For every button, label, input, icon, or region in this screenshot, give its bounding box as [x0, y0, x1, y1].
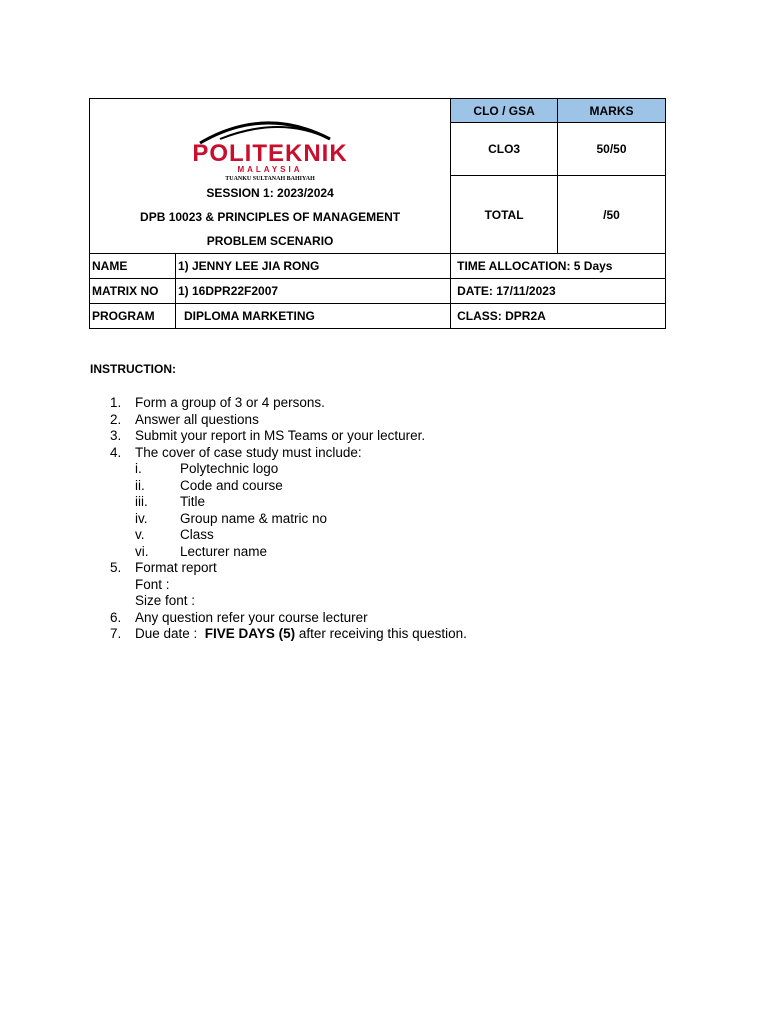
font-line: Font :: [135, 576, 170, 592]
logo-country-text: MALAYSIA: [237, 165, 303, 174]
logo-tagline-text: TUANKU SULTANAH BAHIYAH: [225, 176, 315, 181]
total-label: TOTAL: [451, 176, 558, 254]
header-table: [89, 98, 666, 329]
list-item: 3. Submit your report in MS Teams or your lecturer.: [110, 428, 426, 443]
size-font-line: Size font :: [135, 593, 196, 608]
marks-header: MARKS: [558, 99, 666, 123]
due-date-text: Due date : FIVE DAYS (5) after receiving this question.: [135, 626, 467, 641]
list-item: 6. Any question refer your course lecturer: [110, 609, 368, 625]
instruction-list: [110, 395, 467, 643]
class-field: CLASS: DPR2A: [451, 304, 666, 329]
clo-gsa-header: CLO / GSA: [451, 99, 558, 123]
list-item: 1. Form a group of 3 or 4 persons.: [110, 395, 325, 410]
name-value: 1) JENNY LEE JIA RONG: [178, 259, 320, 273]
time-allocation: TIME ALLOCATION: 5 Days: [451, 254, 666, 279]
list-item: 5. Format report: [110, 560, 217, 575]
logo-brand-text: POLITEKNIK: [192, 140, 348, 167]
cover-item: iii. Title: [135, 494, 206, 509]
list-item: 4. The cover of case study must include:: [110, 444, 362, 460]
program-row: [90, 304, 451, 329]
clo-value: CLO3: [451, 123, 558, 176]
program-value: DIPLOMA MARKETING: [184, 309, 315, 323]
logo-title-cell: [90, 99, 451, 254]
session-text: SESSION 1: 2023/2024: [206, 186, 334, 200]
course-title: DPB 10023 & PRINCIPLES OF MANAGEMENT: [140, 210, 401, 224]
date-field: DATE: 17/11/2023: [451, 279, 666, 304]
list-item: 2. Answer all questions: [110, 411, 259, 427]
cover-item: ii. Code and course: [135, 477, 283, 493]
matrix-value: 1) 16DPR22F2007: [178, 284, 279, 298]
total-value: /50: [558, 176, 666, 254]
document-type: PROBLEM SCENARIO: [206, 234, 334, 248]
program-label: PROGRAM: [90, 304, 176, 328]
instruction-title: INSTRUCTION:: [90, 362, 176, 376]
matrix-label: MATRIX NO: [90, 279, 176, 303]
name-row: [90, 254, 451, 279]
due-date-emphasis: FIVE DAYS (5): [204, 626, 296, 641]
cover-item: vi. Lecturer name: [135, 543, 268, 559]
list-item: 7. Due date : FIVE DAYS (5) after receiving this question.: [110, 626, 467, 641]
cover-item: iv. Group name & matric no: [135, 510, 328, 526]
matrix-row: [90, 279, 451, 304]
cover-item: v. Class: [135, 527, 214, 542]
name-label: NAME: [90, 254, 176, 278]
cover-item: i. Polytechnic logo: [135, 461, 279, 476]
marks-value: 50/50: [558, 123, 666, 176]
politeknik-logo: [180, 109, 360, 181]
